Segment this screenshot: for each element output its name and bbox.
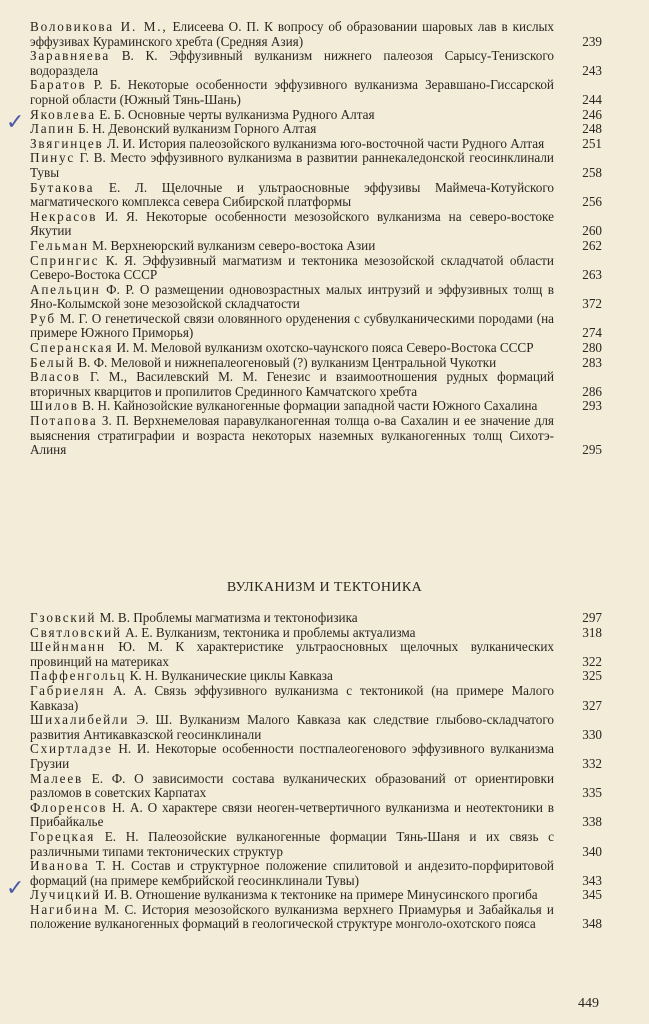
- toc-entry: [30, 414, 602, 458]
- toc-entry-page: 343: [582, 872, 602, 888]
- toc-entry-text: [30, 254, 602, 283]
- toc-entry-page: 318: [582, 624, 602, 640]
- toc-entry-text: [30, 888, 602, 903]
- toc-entry: [30, 239, 602, 254]
- toc-entry-author: Звягинцев: [30, 135, 104, 151]
- toc-entry: [30, 122, 602, 137]
- toc-entry-title: И. Я. Некоторые особенности мезозойского вулканизма на северо-востоке Якутии: [30, 208, 554, 239]
- toc-entry-title: К. Н. Вулканические циклы Кавказа: [126, 668, 333, 684]
- toc-entry-text: [30, 108, 602, 123]
- toc-entry-title: Т. Н. Состав и структурное положение спилитовой и андезито-порфиритовой формаций (на примере кембрийской геосинклинали Тувы): [30, 858, 554, 888]
- toc-entry: [30, 888, 602, 903]
- toc-entry-title: Е. Б. Основные черты вулканизма Рудного Алтая: [95, 106, 375, 122]
- toc-entry-author: Схиртладзе: [30, 741, 113, 757]
- toc-entry-text: [30, 239, 602, 254]
- toc-entry-author: Лучицкий: [30, 887, 101, 903]
- toc-entry-title: Г. В. Место эффузивного вулканизма в развитии раннекаледонской геосинклинали Тувы: [30, 150, 554, 180]
- toc-entry-title: Ф. Р. О размещении одновозрастных малых интрузий и эффузивных толщ в Яно-Колымской зоне мезозойской складчатости: [30, 281, 554, 312]
- toc-entry-title: В. Ф. Меловой и нижнепалеогеновый (?) вулканизм Центральной Чукотки: [74, 354, 497, 370]
- toc-entry-page: 330: [582, 726, 602, 742]
- toc-entry-author: Шихалибейли: [30, 712, 130, 728]
- toc-entry: [30, 669, 602, 684]
- toc-entry-author: Власов: [30, 369, 81, 385]
- toc-entry-title: М. С. История мезозойского вулканизма верхнего Приамурья и Забайкалья и положение вулканогенных формаций в геологической структуре монголо-охотского пояса: [30, 901, 554, 932]
- toc-section-volcanism-tectonics: [30, 611, 602, 932]
- toc-entry-title: Ю. М. К характеристике ультраосновных щелочных вулканических провинций на материках: [30, 639, 554, 669]
- toc-entry-title: М. Верхнеюрский вулканизм северо-востока Азии: [88, 237, 376, 253]
- toc-entry-text: [30, 640, 602, 669]
- toc-entry-title: Г. М., Василевский М. М. Генезис и взаимоотношения рудных формаций вторичных кварцитов и пропилитов Срединного Камчатского хребта: [30, 369, 554, 399]
- toc-entry-text: [30, 49, 602, 78]
- toc-entry: [30, 151, 602, 180]
- toc-entry-author: Яковлева: [30, 106, 96, 122]
- toc-entry-author: Сперанская: [30, 340, 114, 356]
- toc-entry-text: [30, 772, 602, 801]
- toc-entry-text: [30, 370, 602, 399]
- toc-entry: [30, 772, 602, 801]
- toc-entry: [30, 341, 602, 356]
- toc-entry-page: 335: [582, 785, 602, 801]
- toc-entry-title: А. Е. Вулканизм, тектоника и проблемы актуализма: [121, 624, 416, 640]
- toc-entry-text: [30, 137, 602, 152]
- toc-entry-title: В. Н. Кайнозойские вулканогенные формации западной части Южного Сахалина: [78, 398, 538, 414]
- toc-entry-page: 280: [582, 340, 602, 356]
- toc-entry-author: Воловикова И. М.,: [30, 19, 168, 34]
- toc-entry-page: 263: [582, 267, 602, 283]
- toc-entry: [30, 399, 602, 414]
- toc-entry-author: Потапова: [30, 413, 98, 429]
- toc-entry: [30, 49, 602, 78]
- toc-entry-page: 260: [582, 223, 602, 239]
- toc-entry-text: [30, 151, 602, 180]
- toc-entry-text: [30, 356, 602, 371]
- toc-entry: [30, 801, 602, 830]
- toc-entry-title: А. А. Связь эффузивного вулканизма с тектоникой (на примере Малого Кавказа): [30, 682, 554, 713]
- toc-entry-title: Е. Ф. О зависимости состава вулканических образований от ориентировки разломов в советских Карпатах: [30, 770, 554, 801]
- toc-entry: [30, 254, 602, 283]
- toc-entry: [30, 684, 602, 713]
- toc-entry-text: [30, 20, 602, 49]
- toc-entry-title: Л. И. История палеозойского вулканизма юго-восточной части Рудного Алтая: [103, 135, 545, 151]
- toc-entry-text: [30, 903, 602, 932]
- page-number: 449: [578, 996, 599, 1011]
- toc-entry-page: 327: [582, 697, 602, 713]
- toc-entry-author: Горецкая: [30, 828, 96, 844]
- toc-entry-text: [30, 341, 602, 356]
- toc-entry-page: 322: [582, 653, 602, 669]
- toc-entry-text: [30, 122, 602, 137]
- toc-entry: [30, 742, 602, 771]
- toc-entry-page: 262: [582, 237, 602, 253]
- toc-entry-text: [30, 414, 602, 458]
- toc-entry-page: 295: [582, 442, 602, 458]
- toc-entry-text: [30, 742, 602, 771]
- toc-entry-text: [30, 181, 602, 210]
- toc-entry: [30, 903, 602, 932]
- toc-entry-title: Б. Н. Девонский вулканизм Горного Алтая: [74, 121, 317, 137]
- toc-entry-author: Бутакова: [30, 179, 95, 195]
- toc-entry-text: [30, 669, 602, 684]
- toc-entry-title: Н. А. О характере связи неоген-четвертичного вулканизма и неотектоники в Прибайкалье: [30, 799, 554, 830]
- toc-entry-text: [30, 611, 602, 626]
- toc-entry-author: Руб: [30, 310, 56, 326]
- toc-entry: [30, 626, 602, 641]
- toc-entry-page: 239: [582, 33, 602, 49]
- toc-entry-page: 297: [582, 610, 602, 625]
- toc-entry-author: Гзовский: [30, 610, 97, 625]
- toc-entry-page: 244: [582, 91, 602, 107]
- handwritten-check-icon: ✓: [6, 876, 25, 901]
- toc-entry-page: 256: [582, 194, 602, 210]
- toc-entry-author: Белый: [30, 354, 75, 370]
- toc-entry-page: 274: [582, 325, 602, 341]
- toc-entry-author: Заравняева: [30, 48, 111, 64]
- toc-entry-author: Лапин: [30, 121, 75, 137]
- toc-entry-title: В. К. Эффузивный вулканизм нижнего палеозоя Сарысу-Тенизского водораздела: [30, 48, 554, 78]
- toc-entry-page: 345: [582, 887, 602, 903]
- toc-section-volcanism-regions: [30, 20, 602, 458]
- toc-entry: [30, 108, 602, 123]
- toc-entry-author: Нагибина: [30, 901, 99, 917]
- toc-entry-title: Е. Н. Палеозойские вулканогенные формации Тянь-Шаня и их связь с различными типами тектонических структур: [30, 828, 554, 859]
- toc-entry-author: Иванова: [30, 858, 90, 874]
- toc-entry: [30, 137, 602, 152]
- toc-entry-text: [30, 312, 602, 341]
- toc-entry-title: Елисеева О. П. К вопросу об образовании шаровых лав в кислых эффузивах Кураминского хребта (Средняя Азия): [30, 19, 555, 49]
- toc-entry: [30, 611, 602, 626]
- toc-entry-author: Святловский: [30, 624, 122, 640]
- toc-entry-author: Флоренсов: [30, 799, 108, 815]
- toc-entry: [30, 312, 602, 341]
- toc-entry: [30, 210, 602, 239]
- toc-entry-text: [30, 399, 602, 414]
- toc-entry-title: И. М. Меловой вулканизм охотско-чаунского пояса Северо-Востока СССР: [113, 340, 534, 356]
- toc-entry-author: Баратов: [30, 77, 87, 93]
- toc-entry-text: [30, 210, 602, 239]
- toc-entry: [30, 78, 602, 107]
- toc-entry-author: Пинус: [30, 150, 76, 166]
- toc-entry-text: [30, 283, 602, 312]
- toc-entry-title: К. Я. Эффузивный магматизм и тектоника мезозойской складчатой области Северо-Востока СССР: [30, 252, 554, 283]
- toc-entry-author: Шилов: [30, 398, 79, 414]
- toc-entry: [30, 859, 602, 888]
- toc-entry-author: Малеев: [30, 770, 84, 786]
- toc-entry-text: [30, 859, 602, 888]
- toc-entry-text: [30, 684, 602, 713]
- toc-entry-author: Спрингис: [30, 252, 100, 268]
- toc-entry-title: М. Г. О генетической связи оловянного оруденения с субвулканическими породами (на примере Южного Приморья): [30, 310, 554, 341]
- handwritten-check-icon: ✓: [6, 110, 25, 135]
- toc-entry-page: 348: [582, 916, 602, 932]
- toc-entry-page: 332: [582, 755, 602, 771]
- toc-entry-text: [30, 801, 602, 830]
- toc-entry-title: Е. Л. Щелочные и ультраосновные эффузивы Маймеча-Котуйского магматического комплекса севера Сибирской платформы: [30, 179, 554, 210]
- toc-entry-author: Апельцин: [30, 281, 101, 297]
- section-title: ВУЛКАНИЗМ И ТЕКТОНИКА: [226, 580, 423, 595]
- toc-entry-title: И. В. Отношение вулканизма к тектонике на примере Минусинского прогиба: [100, 887, 538, 903]
- toc-entry-title: Э. Ш. Вулканизм Малого Кавказа как следствие глыбово-складчатого развития Антикавказской геосинклинали: [30, 712, 554, 742]
- toc-entry-page: 338: [582, 814, 602, 830]
- toc-entry-page: 246: [582, 106, 602, 122]
- toc-entry-author: Шейнманн: [30, 639, 106, 655]
- toc-entry-author: Габриелян: [30, 682, 106, 698]
- toc-entry: [30, 370, 602, 399]
- toc-entry-text: [30, 626, 602, 641]
- toc-entry: [30, 20, 602, 49]
- toc-entry-page: 258: [582, 164, 602, 180]
- toc-entry-title: З. П. Верхнемеловая паравулканогенная толща о-ва Сахалин и ее значение для выяснения стратиграфии и возраста некоторых наземных вулканогенных толщ Сихотэ-Алиня: [30, 413, 554, 458]
- toc-entry-page: 248: [582, 121, 602, 137]
- toc-entry-author: Паффенгольц: [30, 668, 127, 684]
- toc-entry-page: 243: [582, 62, 602, 78]
- toc-entry: [30, 283, 602, 312]
- toc-entry-author: Некрасов: [30, 208, 98, 224]
- toc-entry-page: 372: [582, 296, 602, 312]
- toc-entry: [30, 640, 602, 669]
- toc-entry: [30, 181, 602, 210]
- toc-entry-author: Гельман: [30, 237, 89, 253]
- toc-entry-title: М. В. Проблемы магматизма и тектонофизика: [96, 610, 358, 625]
- toc-entry-page: 325: [582, 668, 602, 684]
- toc-entry-page: 293: [582, 398, 602, 414]
- toc-entry-page: 251: [582, 135, 602, 151]
- toc-entry-page: 340: [582, 843, 602, 859]
- toc-entry-page: 286: [582, 383, 602, 399]
- toc-entry-title: Н. И. Некоторые особенности постпалеогенового эффузивного вулканизма Грузии: [30, 741, 554, 771]
- toc-entry: [30, 830, 602, 859]
- toc-entry-text: [30, 830, 602, 859]
- toc-entry-text: [30, 78, 602, 107]
- toc-entry: [30, 356, 602, 371]
- toc-entry-page: 283: [582, 354, 602, 370]
- toc-entry: [30, 713, 602, 742]
- toc-entry-text: [30, 713, 602, 742]
- toc-entry-title: Р. Б. Некоторые особенности эффузивного вулканизма Зеравшано-Гиссарской горной области (Южный Тянь-Шань): [30, 77, 554, 107]
